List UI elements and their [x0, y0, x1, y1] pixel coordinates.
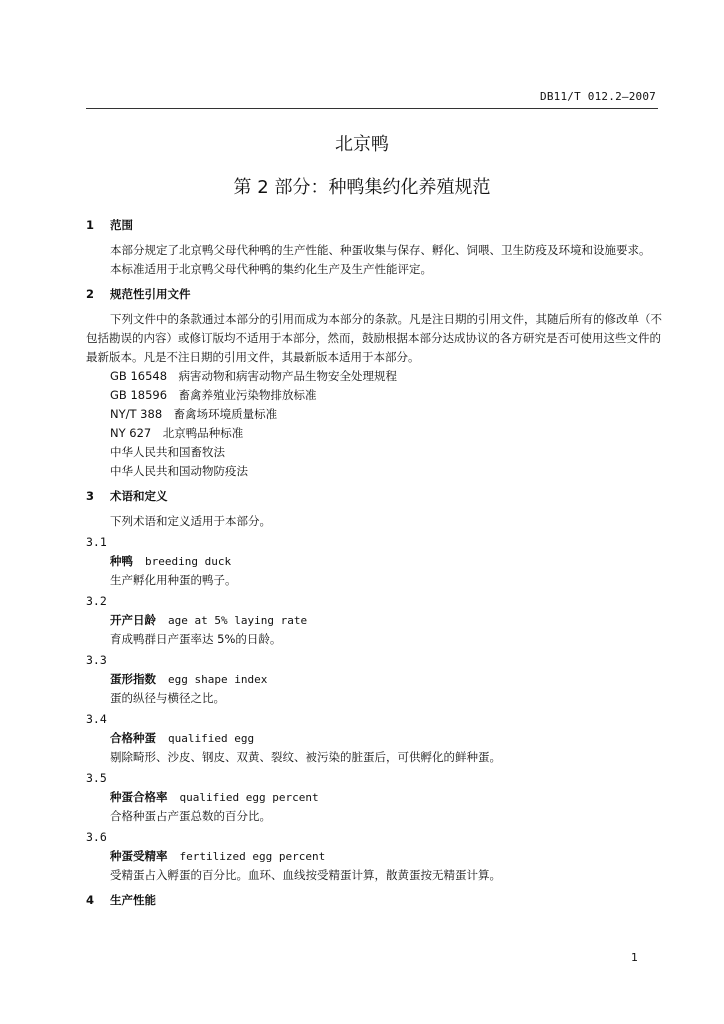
paragraph: 本部分规定了北京鸭父母代种鸭的生产性能、种蛋收集与保存、孵化、饲喂、卫生防疫及环境和设施要求。 [110, 243, 651, 257]
term-english: breeding duck [145, 555, 232, 568]
term-number: 3.1 [86, 535, 107, 549]
reference-item: GB 16548 病害动物和病害动物产品生物安全处理规程 [110, 369, 398, 383]
header-rule [86, 108, 658, 109]
term-entry [86, 729, 666, 748]
reference-item: NY/T 388 畜禽场环境质量标准 [110, 407, 278, 421]
term-entry [86, 552, 666, 571]
term-chinese: 开产日龄 [110, 613, 156, 627]
document-title: 北京鸭 [335, 134, 389, 155]
term-english: egg shape index [168, 673, 268, 686]
term-definition: 剔除畸形、沙皮、钢皮、双黄、裂纹、被污染的脏蛋后，可供孵化的鲜种蛋。 [110, 750, 501, 764]
paragraph: 本标准适用于北京鸭父母代种鸭的集约化生产及生产性能评定。 [110, 262, 432, 276]
document-body [86, 210, 666, 916]
term-chinese: 种蛋合格率 [110, 790, 168, 804]
paragraph: 下列术语和定义适用于本部分。 [110, 514, 271, 528]
term-english: qualified egg percent [179, 791, 319, 804]
page-number: 1 [631, 951, 638, 964]
term-definition: 蛋的纵径与横径之比。 [110, 691, 225, 705]
term-number: 3.4 [86, 712, 107, 726]
term-number: 3.3 [86, 653, 107, 667]
term-chinese: 种蛋受精率 [110, 849, 168, 863]
term-entry [86, 611, 666, 630]
term-english: age at 5% laying rate [168, 614, 308, 627]
term-definition: 育成鸭群日产蛋率达 5%的日龄。 [110, 632, 282, 646]
term-english: fertilized egg percent [179, 850, 326, 863]
standard-code: DB11/T 012.2—2007 [540, 90, 656, 103]
term-number: 3.6 [86, 830, 107, 844]
term-entry [86, 788, 666, 807]
document-subtitle: 第 2 部分：种鸭集约化养殖规范 [233, 177, 491, 198]
term-number: 3.2 [86, 594, 107, 608]
term-definition: 受精蛋占入孵蛋的百分比。血环、血线按受精蛋计算，散黄蛋按无精蛋计算。 [110, 868, 501, 882]
reference-item: 中华人民共和国动物防疫法 [110, 464, 248, 478]
reference-item: 中华人民共和国畜牧法 [110, 445, 225, 459]
term-chinese: 合格种蛋 [110, 731, 156, 745]
section-heading-4: 4 生产性能 [86, 893, 157, 907]
term-english: qualified egg [168, 732, 255, 745]
section-heading-2: 2 规范性引用文件 [86, 287, 191, 301]
term-chinese: 种鸭 [110, 554, 133, 568]
section-heading-1: 1 范围 [86, 218, 134, 232]
paragraph: 下列文件中的条款通过本部分的引用而成为本部分的条款。凡是注日期的引用文件，其随后所有的修改单（不包括勘误的内容）或修订版均不适用于本部分，然而，鼓励根据本部分达成协议的各方研究是否可使用这些文件的最新版本。凡是不注日期的引用文件，其最新版本适用于本部分。 [86, 312, 662, 364]
term-definition: 生产孵化用种蛋的鸭子。 [110, 573, 237, 587]
reference-item: NY 627 北京鸭品种标准 [110, 426, 244, 440]
term-number: 3.5 [86, 771, 107, 785]
term-definition: 合格种蛋占产蛋总数的百分比。 [110, 809, 271, 823]
reference-item: GB 18596 畜禽养殖业污染物排放标准 [110, 388, 317, 402]
term-chinese: 蛋形指数 [110, 672, 156, 686]
term-entry [86, 670, 666, 689]
term-entry [86, 847, 666, 866]
section-heading-3: 3 术语和定义 [86, 489, 168, 503]
